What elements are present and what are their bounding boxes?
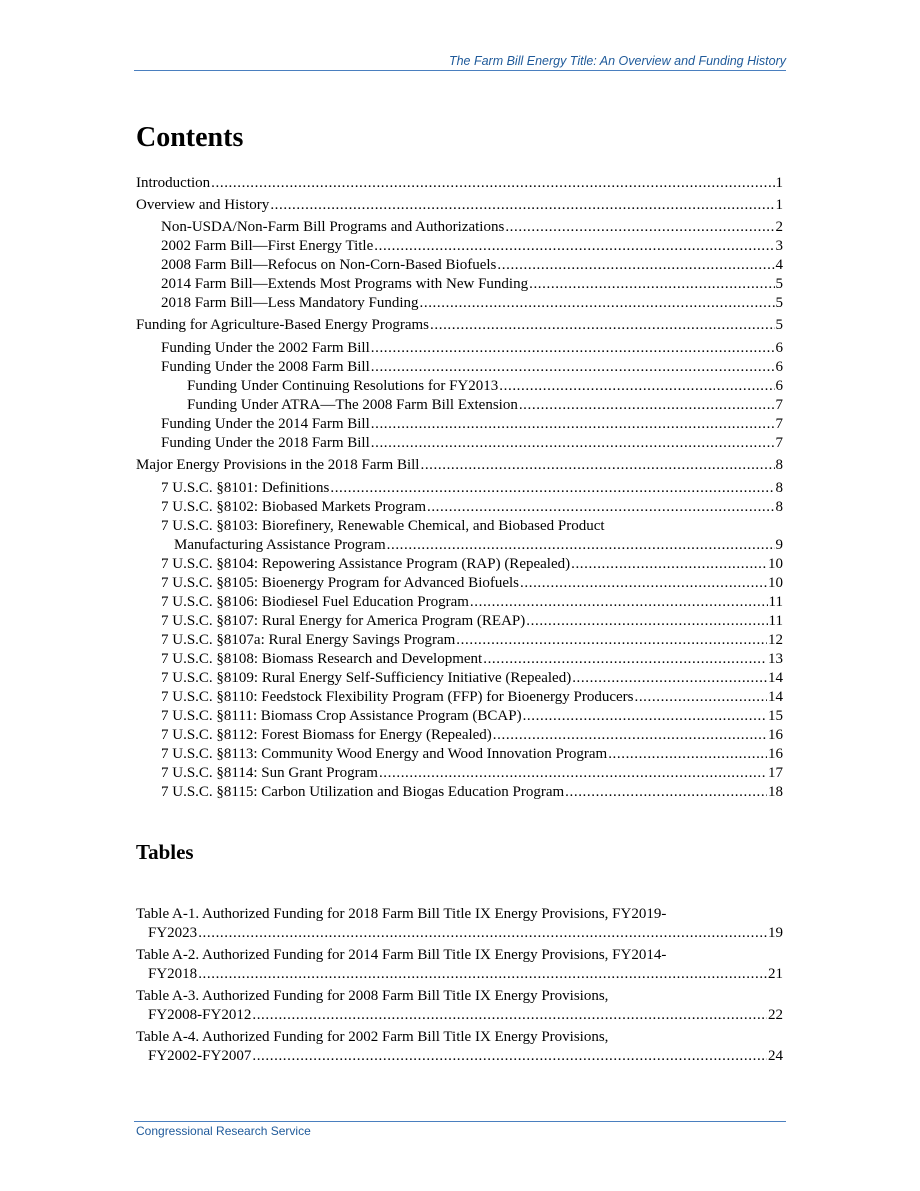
toc-entry-title: 7 U.S.C. §8101: Definitions	[161, 480, 330, 496]
dot-leader	[572, 669, 767, 688]
dot-leader	[371, 434, 775, 453]
table-entry-title-line1: Table A-3. Authorized Funding for 2008 Farm Bill Title IX Energy Provisions,	[136, 988, 609, 1004]
dot-leader	[456, 631, 767, 650]
dot-leader	[523, 707, 767, 726]
toc-entry[interactable]	[161, 783, 783, 802]
toc-entry[interactable]	[161, 218, 783, 237]
toc-entry[interactable]	[161, 358, 783, 377]
toc-entry-page: 6	[775, 378, 783, 394]
dot-leader	[371, 415, 775, 434]
dot-leader	[420, 456, 774, 475]
dot-leader	[634, 688, 767, 707]
toc-entry-page: 14	[768, 689, 783, 705]
dot-leader	[379, 764, 767, 783]
toc-entry[interactable]	[161, 612, 783, 631]
footer-rule	[134, 1121, 786, 1122]
toc-entry[interactable]	[161, 555, 783, 574]
toc-entry-title: Overview and History	[136, 197, 270, 213]
toc-entry[interactable]	[161, 294, 783, 313]
dot-leader	[427, 498, 775, 517]
table-entry-title-line1: Table A-2. Authorized Funding for 2014 Farm Bill Title IX Energy Provisions, FY2014-	[136, 947, 667, 963]
tables-heading: Tables	[136, 840, 194, 864]
toc-entry-page: 16	[768, 727, 783, 743]
toc-entry-page: 17	[768, 765, 783, 781]
toc-entry[interactable]	[161, 669, 783, 688]
toc-entry-title: 7 U.S.C. §8110: Feedstock Flexibility Program (FFP) for Bioenergy Producers	[161, 689, 634, 705]
table-entry-page: 24	[768, 1048, 783, 1064]
toc-entry-page: 16	[768, 746, 783, 762]
toc-entry-page: 5	[775, 276, 783, 292]
toc-entry-page: 12	[768, 632, 783, 648]
toc-entry[interactable]	[161, 574, 783, 593]
dot-leader	[497, 256, 774, 275]
toc-entry-title: 7 U.S.C. §8107: Rural Energy for America Program (REAP)	[161, 613, 526, 629]
table-entry[interactable]	[136, 946, 783, 984]
dot-leader	[505, 218, 774, 237]
toc-entry-title: 7 U.S.C. §8113: Community Wood Energy and Wood Innovation Program	[161, 746, 608, 762]
table-entry-page: 19	[768, 925, 783, 941]
toc-entry-title: 7 U.S.C. §8109: Rural Energy Self-Sufficiency Initiative (Repealed)	[161, 670, 572, 686]
toc-entry-page: 10	[768, 556, 783, 572]
toc-entry-title: 2014 Farm Bill—Extends Most Programs with New Funding	[161, 276, 529, 292]
toc-entry[interactable]	[161, 415, 783, 434]
dot-leader	[565, 783, 767, 802]
toc-entry-page: 8	[775, 457, 783, 473]
table-entry[interactable]	[136, 987, 783, 1025]
toc-entry-page: 8	[775, 499, 783, 515]
table-entry-page: 21	[768, 966, 783, 982]
toc-entry-title: 7 U.S.C. §8111: Biomass Crop Assistance Program (BCAP)	[161, 708, 522, 724]
toc-entry-page: 1	[775, 197, 783, 213]
toc-entry-title: 2008 Farm Bill—Refocus on Non-Corn-Based Biofuels	[161, 257, 497, 273]
toc-entry-page: 3	[775, 238, 783, 254]
table-entry-title-line2: FY2023	[148, 925, 198, 941]
toc-entry-page: 18	[768, 784, 783, 800]
toc-entry[interactable]	[161, 726, 783, 745]
toc-entry-page: 1	[775, 175, 783, 191]
table-entry-title-line1: Table A-4. Authorized Funding for 2002 Farm Bill Title IX Energy Provisions,	[136, 1029, 609, 1045]
toc-entry-title: 7 U.S.C. §8102: Biobased Markets Program	[161, 499, 426, 515]
dot-leader	[529, 275, 774, 294]
table-entry-title-line2: FY2002-FY2007	[148, 1048, 252, 1064]
toc-entry-title: 2018 Farm Bill—Less Mandatory Funding	[161, 295, 419, 311]
toc-entry[interactable]	[161, 707, 783, 726]
toc-entry[interactable]	[136, 196, 783, 215]
contents-heading: Contents	[136, 122, 244, 153]
toc-entry-title: Funding Under the 2008 Farm Bill	[161, 359, 370, 375]
toc-entry-page: 7	[775, 435, 783, 451]
dot-leader	[470, 593, 768, 612]
toc-entry-page: 4	[775, 257, 783, 273]
toc-entry-page: 2	[775, 219, 783, 235]
toc-entry[interactable]	[161, 593, 783, 612]
table-entry[interactable]	[136, 1028, 783, 1066]
toc-entry[interactable]	[136, 316, 783, 335]
toc-entry-title: 7 U.S.C. §8114: Sun Grant Program	[161, 765, 378, 781]
toc-entry[interactable]	[161, 339, 783, 358]
toc-entry-title: Major Energy Provisions in the 2018 Farm Bill	[136, 457, 420, 473]
toc-entry-title: 7 U.S.C. §8104: Repowering Assistance Program (RAP) (Repealed)	[161, 556, 571, 572]
dot-leader	[493, 726, 767, 745]
dot-leader	[519, 396, 775, 415]
toc-entry-page: 5	[775, 295, 783, 311]
toc-entry-title: 7 U.S.C. §8106: Biodiesel Fuel Education Program	[161, 594, 469, 610]
toc-entry-title: 7 U.S.C. §8107a: Rural Energy Savings Program	[161, 632, 456, 648]
dot-leader	[198, 924, 767, 943]
toc-entry-title: Non-USDA/Non-Farm Bill Programs and Authorizations	[161, 219, 505, 235]
toc-entry[interactable]	[187, 396, 783, 415]
dot-leader	[571, 555, 767, 574]
dot-leader	[430, 316, 774, 335]
toc-entry[interactable]	[161, 237, 783, 256]
toc-entry-page: 13	[768, 651, 783, 667]
toc-entry-title: 2002 Farm Bill—First Energy Title	[161, 238, 374, 254]
toc-entry-title: 7 U.S.C. §8108: Biomass Research and Development	[161, 651, 483, 667]
toc-entry[interactable]	[136, 456, 783, 475]
toc-entry-title-line1: 7 U.S.C. §8103: Biorefinery, Renewable Chemical, and Biobased Product	[161, 518, 605, 534]
dot-leader	[371, 339, 775, 358]
toc-entry-page: 7	[775, 397, 783, 413]
dot-leader	[252, 1047, 767, 1066]
toc-entry-page: 9	[775, 537, 783, 553]
dot-leader	[499, 377, 774, 396]
header-rule	[134, 70, 786, 71]
toc-entry[interactable]	[161, 275, 783, 294]
toc-entry[interactable]	[161, 631, 783, 650]
toc-entry-title-line2: Manufacturing Assistance Program	[174, 537, 386, 553]
dot-leader	[252, 1006, 767, 1025]
dot-leader	[371, 358, 775, 377]
footer-source: Congressional Research Service	[136, 1124, 311, 1138]
toc-entry[interactable]	[161, 764, 783, 783]
toc-entry-title: 7 U.S.C. §8115: Carbon Utilization and Biogas Education Program	[161, 784, 565, 800]
toc-entry-title: Introduction	[136, 175, 211, 191]
toc-entry-page: 10	[768, 575, 783, 591]
toc-entry[interactable]	[136, 174, 783, 193]
dot-leader	[211, 174, 774, 193]
dot-leader	[420, 294, 775, 313]
toc-entry[interactable]	[161, 479, 783, 498]
toc-entry[interactable]	[161, 517, 783, 555]
toc-entry-page: 7	[775, 416, 783, 432]
toc-entry[interactable]	[161, 745, 783, 764]
table-entry-title-line2: FY2018	[148, 966, 198, 982]
toc-entry-title: Funding Under the 2002 Farm Bill	[161, 340, 370, 356]
toc-entry[interactable]	[161, 688, 783, 707]
dot-leader	[198, 965, 767, 984]
toc-entry-page: 11	[768, 594, 783, 610]
dot-leader	[526, 612, 767, 631]
toc-entry-title: 7 U.S.C. §8112: Forest Biomass for Energy (Repealed)	[161, 727, 492, 743]
toc-entry[interactable]	[161, 434, 783, 453]
toc-entry-page: 6	[775, 359, 783, 375]
dot-leader	[387, 536, 775, 555]
table-entry-title-line1: Table A-1. Authorized Funding for 2018 Farm Bill Title IX Energy Provisions, FY2019-	[136, 906, 667, 922]
dot-leader	[608, 745, 767, 764]
toc-entry-title: Funding Under Continuing Resolutions for FY2013	[187, 378, 499, 394]
dot-leader	[374, 237, 774, 256]
toc-entry[interactable]	[161, 650, 783, 669]
toc-entry-title: 7 U.S.C. §8105: Bioenergy Program for Advanced Biofuels	[161, 575, 520, 591]
dot-leader	[520, 574, 767, 593]
toc-entry-page: 8	[775, 480, 783, 496]
running-header: The Farm Bill Energy Title: An Overview and Funding History	[448, 54, 786, 68]
toc-entry[interactable]	[161, 498, 783, 517]
dot-leader	[270, 196, 774, 215]
toc-entry[interactable]	[187, 377, 783, 396]
toc-entry-page: 11	[768, 613, 783, 629]
toc-entry-page: 5	[775, 317, 783, 333]
dot-leader	[483, 650, 767, 669]
table-entry-page: 22	[768, 1007, 783, 1023]
table-entry-title-line2: FY2008-FY2012	[148, 1007, 252, 1023]
toc-entry[interactable]	[161, 256, 783, 275]
toc-entry-title: Funding Under the 2014 Farm Bill	[161, 416, 370, 432]
toc-entry-title: Funding Under the 2018 Farm Bill	[161, 435, 370, 451]
dot-leader	[330, 479, 774, 498]
table-entry[interactable]	[136, 905, 783, 943]
toc-entry-page: 15	[768, 708, 783, 724]
toc-entry-page: 6	[775, 340, 783, 356]
toc-entry-page: 14	[768, 670, 783, 686]
toc-entry-title: Funding Under ATRA—The 2008 Farm Bill Extension	[187, 397, 518, 413]
toc-entry-title: Funding for Agriculture-Based Energy Programs	[136, 317, 430, 333]
